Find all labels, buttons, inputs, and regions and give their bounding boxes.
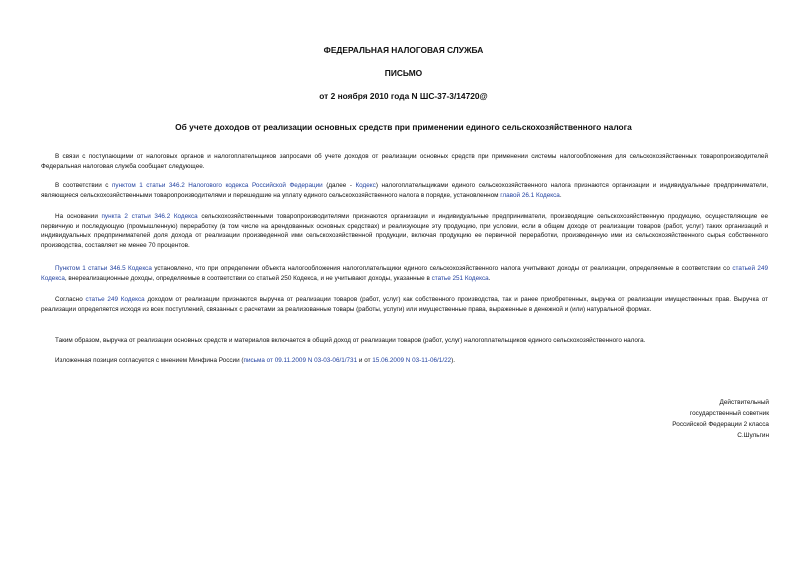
- link-chapter-26-1[interactable]: главой 26.1 Кодекса: [500, 191, 560, 199]
- signature-line-1: Действительный: [719, 399, 769, 406]
- agency-title: ФЕДЕРАЛЬНАЯ НАЛОГОВАЯ СЛУЖБА: [323, 45, 484, 55]
- link-article-249[interactable]: статьей 249 Кодекса: [41, 265, 769, 282]
- paragraph-5-text-2: доходом от реализации признаются выручка от реализации товаров (работ, услуг) как собственного производства, так и ранее приобретенных, выручка от реализации имущественных прав. Выручка от реализации определяется исходя из всех поступлений, связанных с расчетами за реализованные товары (работы, услуги) или имущественные права, выраженные в денежной и (или) натуральной формах.: [41, 296, 769, 313]
- paragraph-7: [41, 356, 768, 366]
- link-article-251[interactable]: статье 251 Кодекса: [431, 274, 489, 282]
- signature-line-2: государственный советник: [689, 410, 769, 417]
- paragraph-4: [41, 264, 768, 283]
- paragraph-1: [41, 152, 768, 171]
- paragraph-3-text-2: сельскохозяйственными товаропроизводителями признаются организации и индивидуальные предприниматели, производящие сельскохозяйственную продукцию, осуществляющие ее первичную и последующую (промышленную) переработку (в том числе на арендованных основных средствах) и реализующие эту продукцию, при условии, если в общем доходе от реализации товаров (работ, услуг) таких организаций и индивидуальных предпринимателей доля дохода от реализации произведенной ими сельскохозяйственной продукции, включая продукцию ее первичной переработки, произведенную ими из сельскохозяйственного сырья собственного производства, составляет не менее 70 процентов.: [41, 213, 768, 249]
- paragraph-7-text-2: и от: [357, 357, 373, 364]
- paragraph-3-text-1: На основании: [55, 213, 102, 220]
- paragraph-2-text-3: ) налогоплательщиками единого сельскохозяйственного налога признаются организации и индивидуальные предприниматели, являющиеся сельскохозяйственными товаропроизводителями и перешедшие на уплату единого сельскохозяйственного налога в порядке, установленном: [41, 182, 768, 199]
- paragraph-6-text: Таким образом, выручка от реализации основных средств и материалов включается в общий доход от реализации товаров (работ, услуг) налогоплательщиков единого сельскохозяйственного налога.: [55, 337, 646, 344]
- paragraph-4-text-1: установлено, что при определении объекта налогообложения налогоплательщики единого сельскохозяйственного налога учитывают доходы от реализации, определяемые в соответствии со: [151, 265, 733, 272]
- paragraph-4-text-2: , внереализационные доходы, определяемые в соответствии со статьей 250 Кодекса, и не учитывают доходы, указанные в: [64, 274, 432, 282]
- paragraph-2-text-4: .: [559, 191, 562, 199]
- document-type: ПИСЬМО: [384, 68, 423, 78]
- link-article-346-5[interactable]: Пунктом 1 статьи 346.5 Кодекса: [55, 265, 152, 272]
- signature-line-3: Российской Федерации 2 класса: [672, 421, 769, 428]
- paragraph-6: [41, 336, 768, 346]
- paragraph-7-text-3: ).: [451, 357, 456, 364]
- link-letter-15-06-2009[interactable]: 15.06.2009 N 03-11-06/1/22: [372, 357, 452, 364]
- link-article-346-2-tax-code[interactable]: пунктом 1 статьи 346.2 Налогового кодекса Российской Федерации: [112, 182, 323, 189]
- link-letter-09-11-2009[interactable]: письма от 09.11.2009 N 03-03-06/1/731: [243, 357, 358, 364]
- paragraph-2-text-2: (далее -: [322, 182, 356, 189]
- paragraph-5: [41, 295, 768, 314]
- link-code[interactable]: Кодекс: [355, 182, 376, 189]
- paragraph-3: [41, 212, 768, 250]
- paragraph-7-text-1: Изложенная позиция согласуется с мнением Минфина России (: [55, 357, 244, 364]
- paragraph-5-text-1: Согласно: [55, 296, 86, 303]
- paragraph-2: [41, 181, 768, 200]
- paragraph-1-text: В связи с поступающими от налоговых органов и налогоплательщиков запросами об учете доходов от реализации основных средств при применении системы налогообложения для сельскохозяйственных товаропроизводителей Федеральная налоговая служба сообщает следующее.: [41, 153, 768, 170]
- link-article-346-2-p2[interactable]: пункта 2 статьи 346.2 Кодекса: [101, 213, 198, 220]
- document-subject: Об учете доходов от реализации основных средств при применении единого сельскохозяйственного налога: [175, 122, 632, 132]
- document-date-number: от 2 ноября 2010 года N ШС-37-3/14720@: [319, 91, 488, 101]
- paragraph-4-text-3: .: [488, 274, 491, 282]
- paragraph-2-text-1: В соответствии с: [55, 182, 112, 189]
- signature-name: С.Шульгин: [737, 432, 769, 439]
- link-article-249-p5[interactable]: статье 249 Кодекса: [85, 296, 145, 303]
